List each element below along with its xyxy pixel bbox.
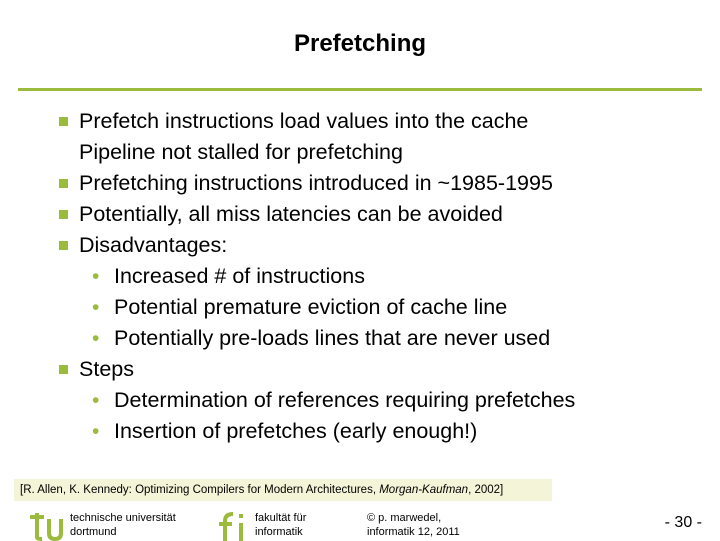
square-bullet-icon: [59, 365, 68, 374]
author-credit: [367, 511, 460, 539]
bullet-item: [56, 230, 696, 261]
round-bullet-icon: •: [92, 265, 100, 288]
square-bullet-icon: [59, 117, 68, 126]
faculty-name: [255, 511, 306, 539]
sub-bullet-item: [56, 261, 696, 292]
reference-citation: [14, 479, 552, 501]
bullet-text: Insertion of prefetches (early enough!): [114, 419, 478, 443]
round-bullet-icon: •: [92, 296, 100, 319]
sub-bullet-item: [56, 416, 696, 447]
bullet-item: [56, 137, 696, 168]
faculty-line2: informatik: [255, 526, 303, 538]
bullet-text: Disadvantages:: [79, 233, 228, 257]
bullet-item: [56, 199, 696, 230]
faculty-line1: fakultät für: [255, 512, 307, 524]
bullet-text: Prefetching instructions introduced in ~1985-1995: [79, 171, 553, 195]
reference-prefix: [R. Allen, K. Kennedy: Optimizing Compilers for Modern Architectures,: [20, 484, 380, 496]
bullet-text: Steps: [79, 357, 134, 381]
title-divider: [18, 88, 702, 91]
page-number: - 30 -: [664, 514, 702, 531]
bullet-item: [56, 168, 696, 199]
sub-bullet-item: [56, 323, 696, 354]
bullet-text: Determination of references requiring prefetches: [114, 388, 576, 412]
bullet-list: [56, 106, 696, 447]
bullet-item: [56, 354, 696, 385]
bullet-text: Pipeline not stalled for prefetching: [79, 140, 403, 164]
round-bullet-icon: •: [92, 327, 100, 350]
university-name: [70, 511, 176, 539]
bullet-text: Potentially pre-loads lines that are never used: [114, 326, 551, 350]
footer: [0, 508, 720, 540]
round-bullet-icon: •: [92, 389, 100, 412]
author-line1: © p. marwedel,: [367, 512, 442, 524]
bullet-text: Potentially, all miss latencies can be avoided: [79, 202, 503, 226]
tu-dortmund-logo-icon: [28, 511, 66, 541]
slide-title: Prefetching: [293, 30, 427, 57]
sub-bullet-item: [56, 292, 696, 323]
square-bullet-icon: [59, 179, 68, 188]
bullet-text: Increased # of instructions: [114, 264, 365, 288]
bullet-item: [56, 106, 696, 137]
round-bullet-icon: •: [92, 420, 100, 443]
sub-bullet-item: [56, 385, 696, 416]
square-bullet-icon: [59, 241, 68, 250]
reference-publisher: Morgan-Kaufman: [379, 484, 469, 496]
fi-logo-icon: [215, 511, 249, 541]
author-line2: informatik 12, 2011: [367, 526, 460, 538]
bullet-text: Potential premature eviction of cache line: [114, 295, 508, 319]
university-line1: technische universität: [70, 512, 176, 524]
reference-suffix: , 2002]: [468, 484, 504, 496]
bullet-text: Prefetch instructions load values into the cache: [79, 109, 529, 133]
square-bullet-icon: [59, 210, 68, 219]
university-line2: dortmund: [70, 526, 117, 538]
